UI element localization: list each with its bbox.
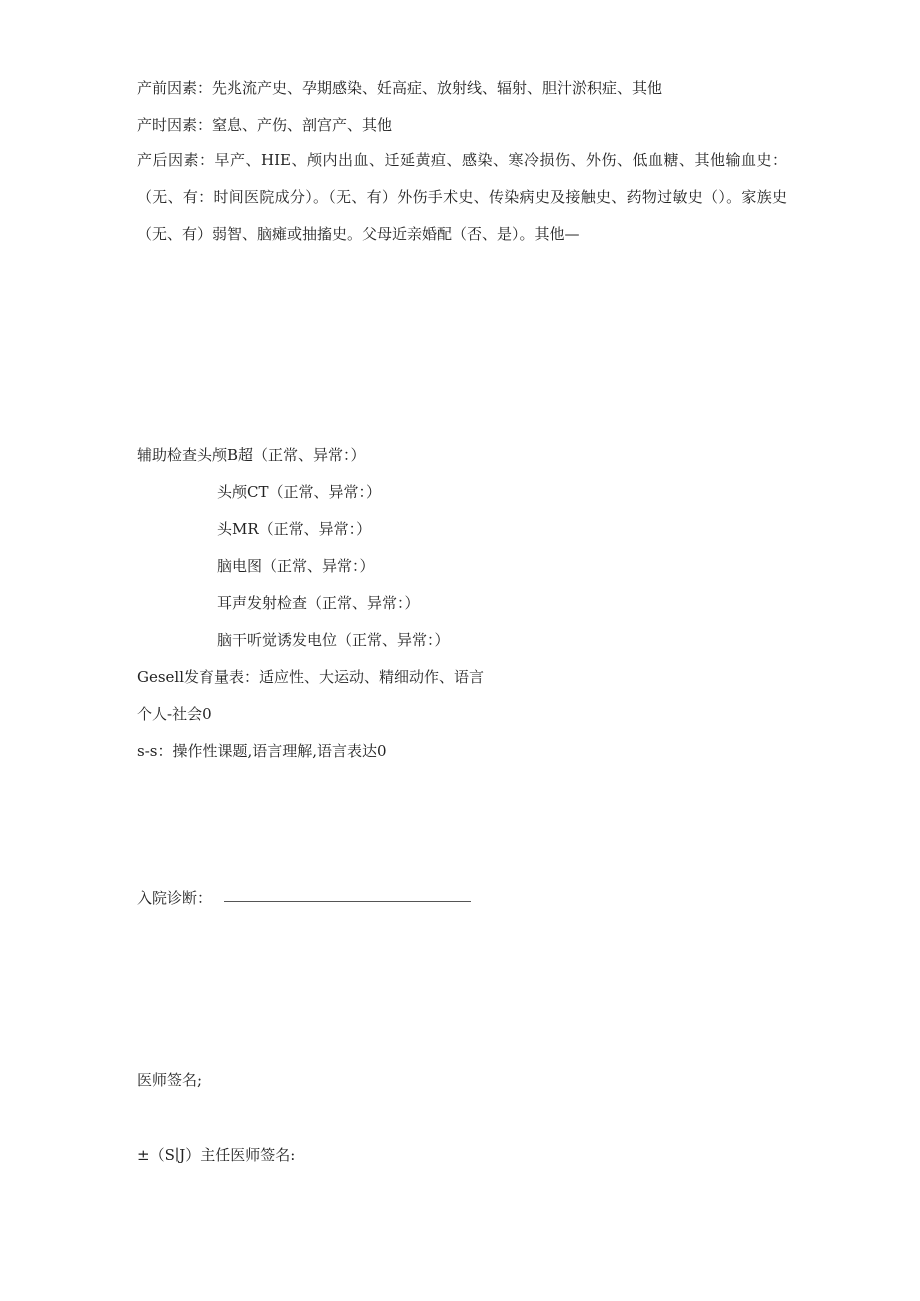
prenatal-factors: 产前因素：先兆流产史、孕期感染、妊高症、放射线、辐射、胆汁淤积症、其他 [137,79,663,97]
personal-social-scale: 个人-社会0 [137,705,212,723]
admission-diagnosis-input-line[interactable] [224,901,471,902]
postnatal-factors: 产后因素：早产、HIE、颅内出血、迁延黄疸、感染、寒冷损伤、外伤、低血糖、其他输血史：（无、有：时间医院成分）。（无、有）外伤手术史、传染病史及接触史、药物过敏史（）。家族史（无、有）弱智、脑瘫或抽搐史。父母近亲婚配（否、是）。其他— [137,151,787,243]
ss-scale: s-s：操作性课题,语言理解,语言表达0 [137,742,387,760]
exam-eeg: 脑电图（正常、异常：） [217,557,375,575]
admission-diagnosis-label: 入院诊断： [137,889,213,907]
admission-diagnosis [137,888,471,908]
gesell-scale: Gesell发育量表：适应性、大运动、精细动作、语言 [137,668,485,686]
exam-head-ultrasound: 辅助检查头颅B超（正常、异常：） [137,446,366,464]
exam-baep: 脑干听觉诱发电位（正常、异常：） [217,631,450,649]
exam-head-mr: 头MR（正常、异常：） [217,520,372,538]
exam-head-ct: 头颅CT（正常、异常：） [217,483,381,501]
exam-otoacoustic-emission: 耳声发射检查（正常、异常：） [217,594,420,612]
chief-physician-signature: ±（S∣J）主任医师签名: [137,1146,296,1164]
physician-signature: 医师签名; [137,1071,203,1089]
intrapartum-factors: 产时因素：窒息、产伤、剖宫产、其他 [137,116,393,134]
